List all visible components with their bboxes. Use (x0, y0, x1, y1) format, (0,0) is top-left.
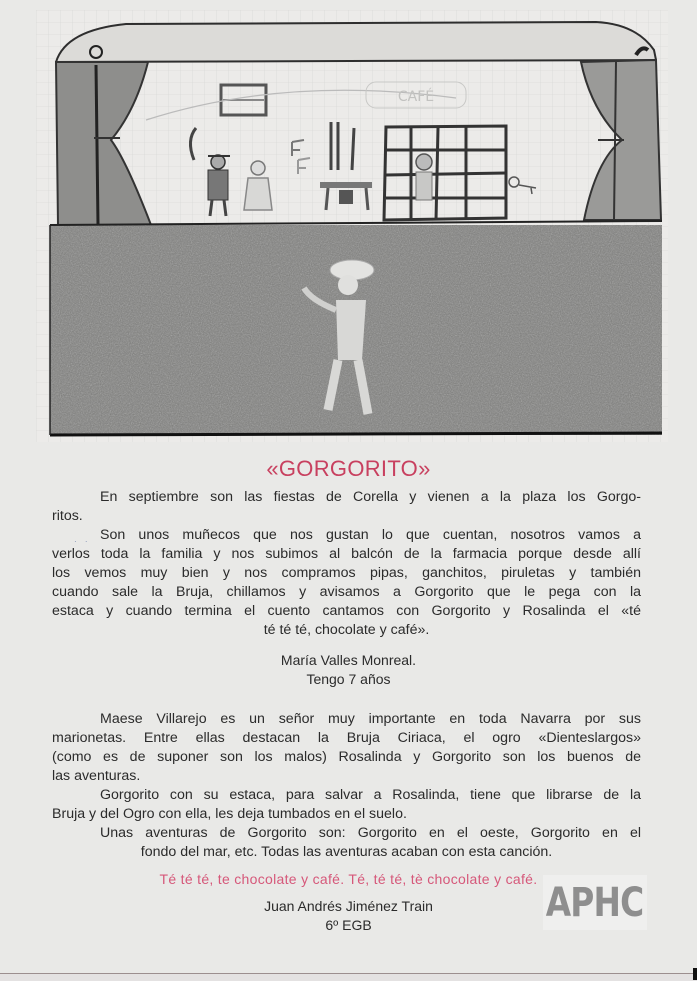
article1-line: los vemos muy bien y nos compramos pipas, ganchitos, piruletas y también (52, 565, 641, 581)
article1-line: cuando sale la Bruja, chillamos y avisamos a Gorgorito que le pega con la (52, 584, 641, 600)
stray-ink-dots: · · (74, 537, 91, 546)
article1-line: Son unos muñecos que nos gustan lo que cuentan, nosotros vamos a (100, 527, 641, 543)
page-corner-shadow (693, 968, 697, 980)
article1-line: verlos toda la familia y nos subimos al balcón de la farmacia porque desde allí (52, 546, 641, 562)
article2-line: Maese Villarejo es un señor muy importante en toda Navarra por sus (100, 711, 641, 727)
article2-line: (como es de suponer son los malos) Rosalinda y Gorgorito son los buenos de (52, 749, 641, 765)
article1-author: María Valles Monreal. (280, 652, 417, 668)
puppet-theatre-drawing (36, 10, 668, 442)
watermark-text: APHC (546, 879, 644, 926)
article1-body (52, 488, 641, 640)
article1-line: ritos. (52, 508, 83, 524)
article2-author: Juan Andrés Jiménez Train (264, 898, 433, 914)
article2-grade: 6º EGB (325, 917, 372, 933)
article2-line: Gorgorito con su estaca, para salvar a Rosalinda, tiene que librarse de la (100, 787, 641, 803)
article1-line: estaca y cuando termina el cuento cantamos con Gorgorito y Rosalinda el «té (52, 603, 641, 619)
article2-line: marionetas. Entre ellas destacan la Bruja Ciriaca, el ogro «Dienteslargos» (52, 730, 641, 746)
article1-age: Tengo 7 años (306, 671, 391, 687)
article2-line: fondo del mar, etc. Todas las aventuras acaban con esta canción. (140, 844, 553, 860)
song-lyric: Té té té, te chocolate y café. Té, té té, tè chocolate y café. (159, 871, 538, 887)
article1-line: té té té, chocolate y café». (263, 622, 430, 638)
article2-line: Bruja y del Ogro con ella, les deja tumbados en el suelo. (52, 806, 407, 822)
article1-line: En septiembre son las fiestas de Corella y vienen a la plaza los Gorgo- (100, 489, 641, 505)
article2-body (52, 710, 641, 862)
aphc-watermark-logo (543, 875, 647, 930)
cafe-sign-text: CAFÉ (397, 89, 435, 105)
article2-line: las aventuras. (52, 768, 141, 784)
article2-line: Unas aventuras de Gorgorito son: Gorgorito en el oeste, Gorgorito en el (100, 825, 641, 841)
article-title: «GORGORITO» (266, 456, 431, 481)
